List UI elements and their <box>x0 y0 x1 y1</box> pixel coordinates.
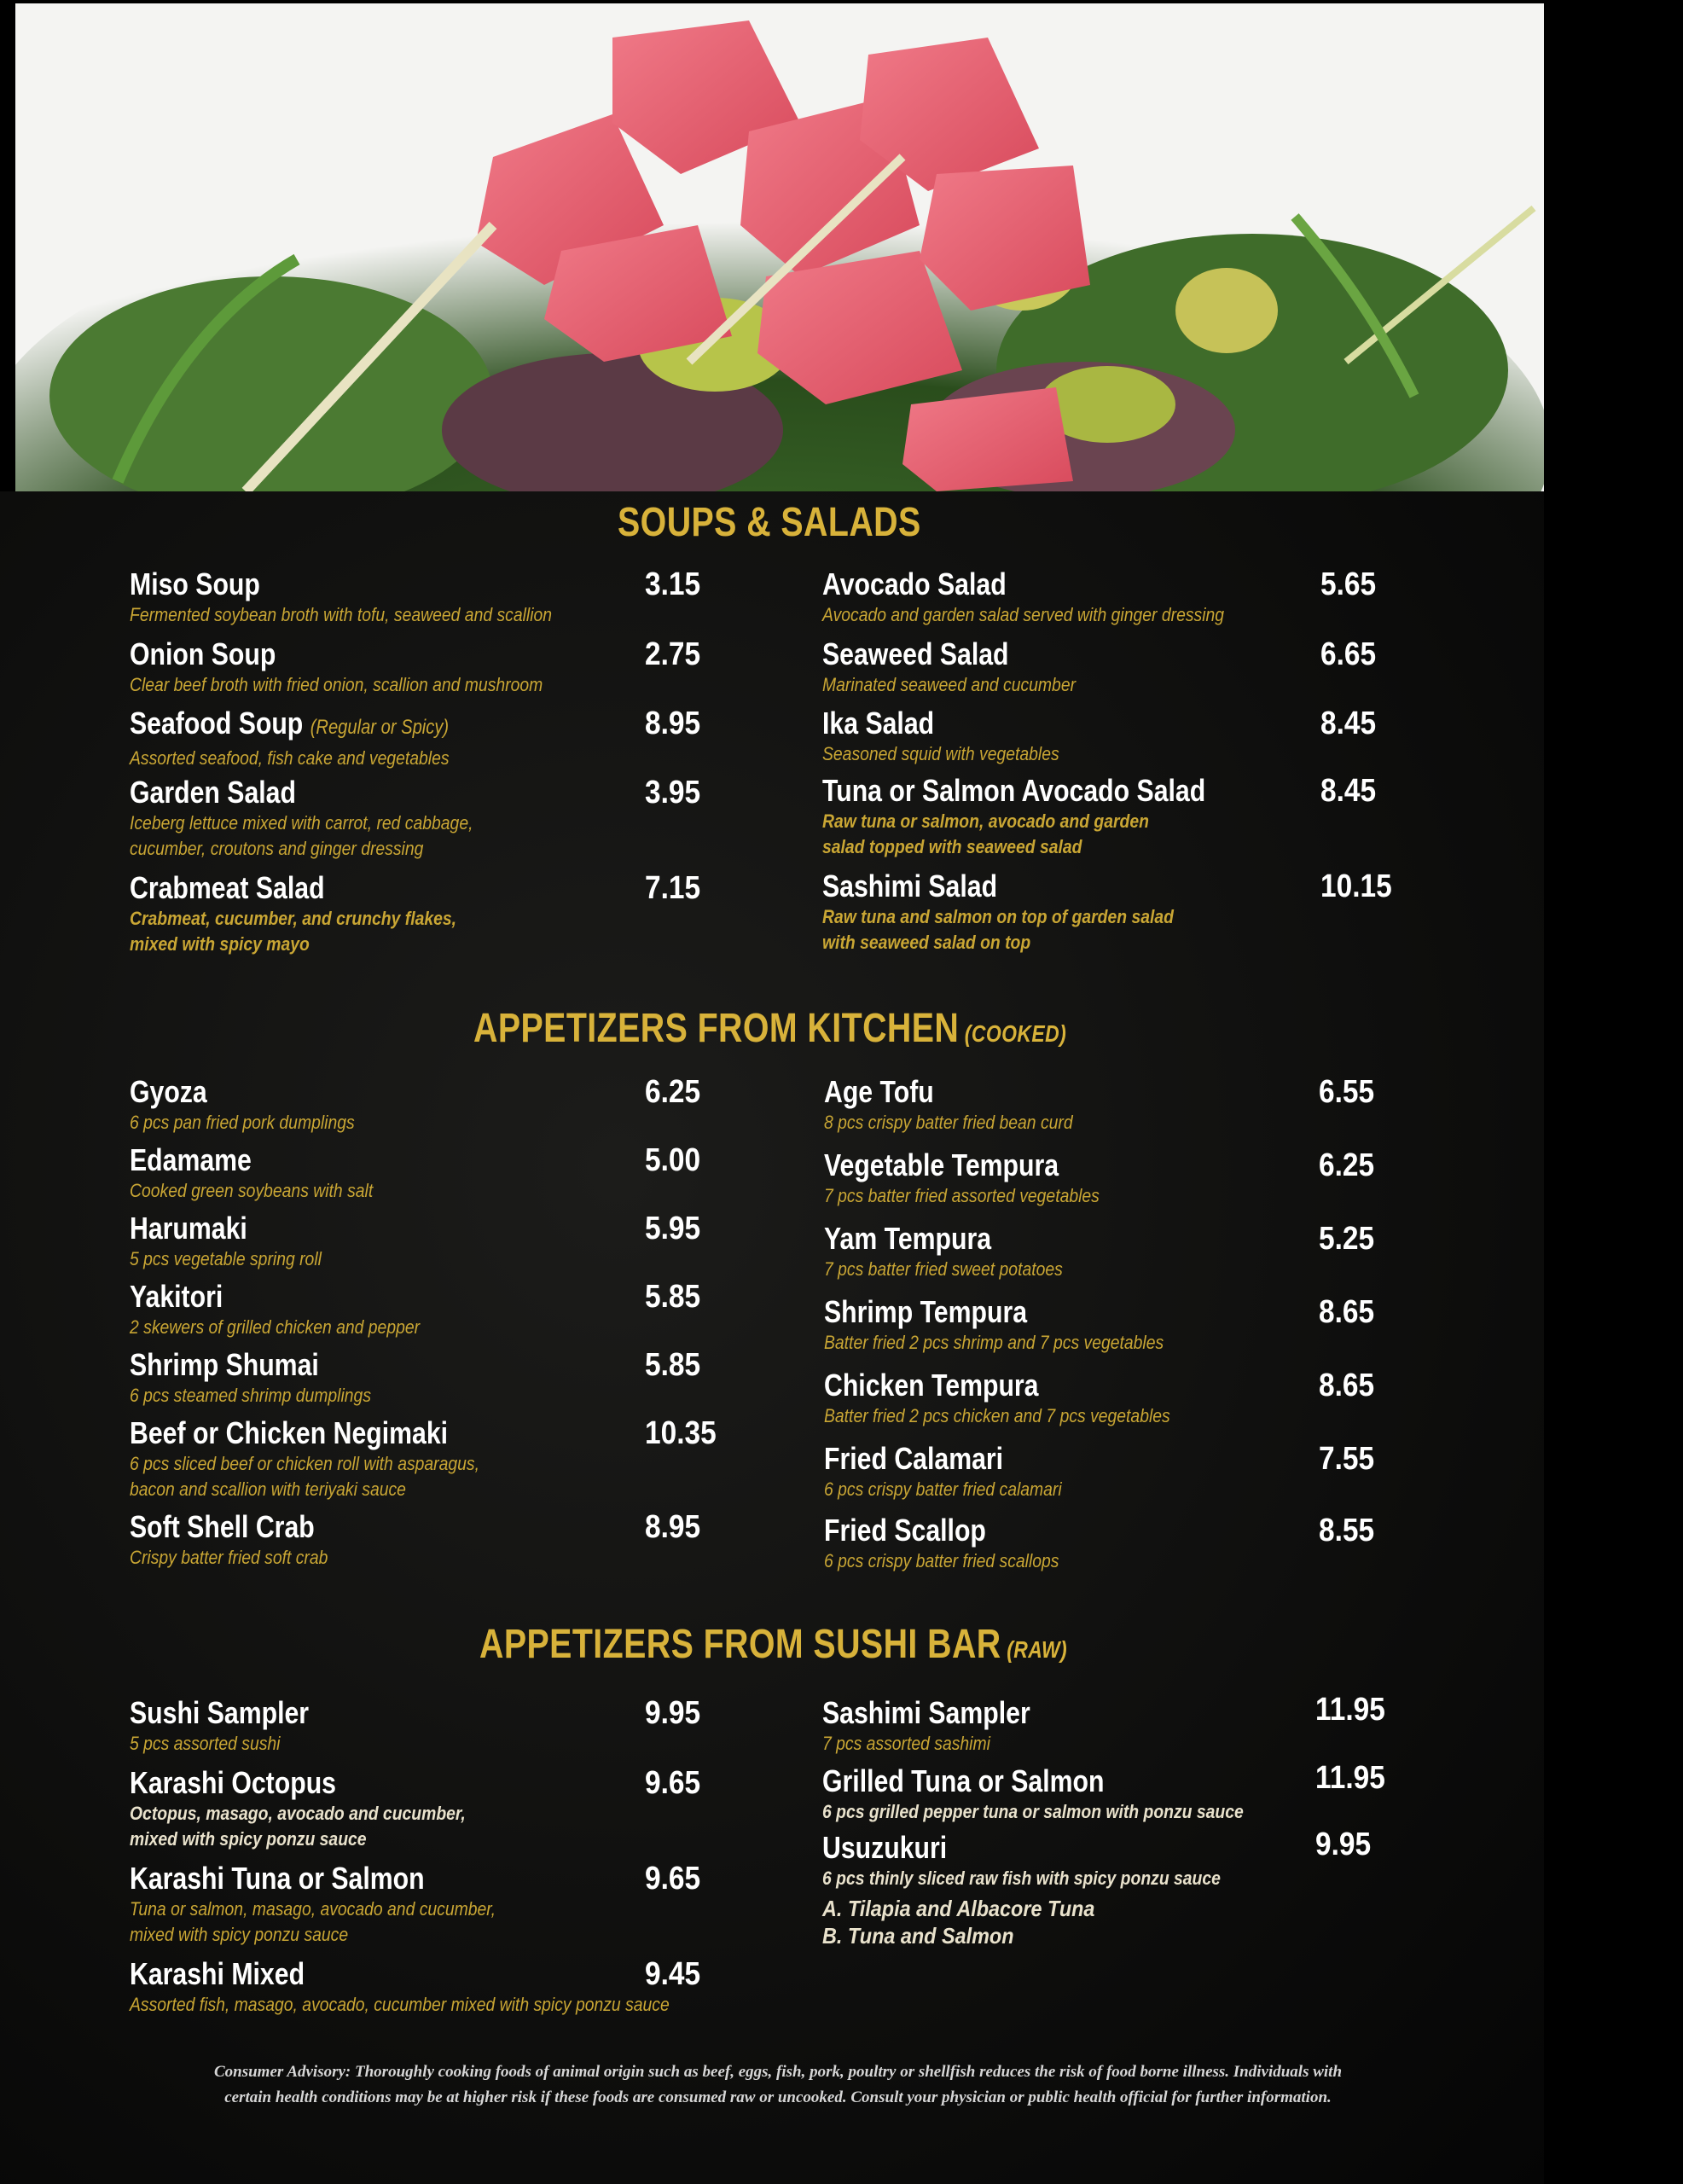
item-description: Raw tuna and salmon on top of garden salad <box>822 906 1174 927</box>
kitchen-left-column <box>130 1074 717 1577</box>
item-price: 2.75 <box>645 636 701 672</box>
menu-item <box>824 1147 1375 1221</box>
item-price: 8.45 <box>1320 773 1377 809</box>
item-price: 8.55 <box>1319 1513 1375 1548</box>
menu-item <box>824 1074 1375 1147</box>
section-title-text: APPETIZERS FROM KITCHEN <box>473 1006 960 1051</box>
item-description: mixed with spicy ponzu sauce <box>130 1828 367 1850</box>
item-description: 6 pcs crispy batter fried scallops <box>824 1550 1059 1571</box>
item-description: 7 pcs batter fried assorted vegetables <box>824 1185 1100 1206</box>
item-description: 5 pcs vegetable spring roll <box>130 1248 322 1269</box>
item-description: Avocado and garden salad served with ginger dressing <box>822 604 1225 625</box>
sushi-bar-right-column <box>822 1692 1385 1949</box>
item-price: 8.95 <box>645 706 701 741</box>
item-description: salad topped with seaweed salad <box>822 836 1082 857</box>
item-description: 8 pcs crispy batter fried bean curd <box>824 1112 1073 1133</box>
item-price: 8.65 <box>1319 1368 1375 1403</box>
item-description: Clear beef broth with fried onion, scallion and mushroom <box>130 674 543 695</box>
item-description: Octopus, masago, avocado and cucumber, <box>130 1803 466 1824</box>
item-description: bacon and scallion with teriyaki sauce <box>130 1478 406 1500</box>
item-description: mixed with spicy mayo <box>130 933 310 955</box>
section-title-text: APPETIZERS FROM SUSHI BAR <box>479 1622 1001 1667</box>
menu-item <box>130 1142 701 1211</box>
item-price: 6.55 <box>1319 1074 1375 1110</box>
advisory-line: Consumer Advisory: Thoroughly cooking foods of animal origin such as beef, eggs, fish, pork, poultry or shellfish reduces the risk of food borne illness. Individuals with <box>213 2063 1343 2081</box>
section-title-sushi-bar <box>479 1621 1067 1668</box>
item-price: 9.95 <box>1315 1827 1372 1862</box>
menu-item <box>824 1368 1375 1441</box>
item-description: Raw tuna or salmon, avocado and garden <box>822 810 1149 832</box>
item-price: 11.95 <box>1315 1760 1385 1796</box>
item-name: Sashimi Sampler <box>822 1695 1030 1730</box>
item-price: 6.65 <box>1320 636 1377 672</box>
item-name: Fried Calamari <box>824 1441 1004 1476</box>
item-name: Garden Salad <box>130 775 296 810</box>
item-name: Karashi Octopus <box>130 1765 336 1800</box>
menu-item <box>822 1692 1385 1763</box>
item-price: 6.25 <box>1319 1147 1375 1183</box>
item-description: Batter fried 2 pcs chicken and 7 pcs vegetables <box>824 1405 1170 1426</box>
item-description: 2 skewers of grilled chicken and pepper <box>130 1316 421 1338</box>
item-name: Onion Soup <box>130 636 276 671</box>
item-price: 9.65 <box>645 1765 701 1801</box>
item-price: 5.85 <box>645 1279 701 1315</box>
item-name: Gyoza <box>130 1074 207 1109</box>
menu-item <box>130 1765 743 1861</box>
item-name: Fried Scallop <box>824 1513 986 1548</box>
item-description: 6 pcs pan fried pork dumplings <box>130 1112 355 1133</box>
item-price: 6.25 <box>645 1074 701 1110</box>
menu-item <box>822 1827 1372 1898</box>
menu-item <box>822 773 1377 868</box>
item-price: 9.65 <box>645 1861 701 1896</box>
section-subtitle: (COOKED) <box>964 1020 1067 1047</box>
menu-item <box>822 566 1377 636</box>
item-name: Crabmeat Salad <box>130 870 325 905</box>
menu-item <box>130 1509 701 1577</box>
item-price: 5.85 <box>645 1347 701 1383</box>
item-price: 9.45 <box>645 1956 701 1992</box>
item-description: Iceberg lettuce mixed with carrot, red cabbage, <box>130 812 473 834</box>
soups-salads-left-column <box>130 566 701 966</box>
section-title-kitchen <box>473 1005 1066 1052</box>
item-description: Fermented soybean broth with tofu, seaweed and scallion <box>130 604 553 625</box>
sushi-bar-left-column <box>130 1695 743 2024</box>
menu-item <box>822 636 1377 706</box>
item-description: mixed with spicy ponzu sauce <box>130 1924 349 1945</box>
item-price: 7.15 <box>645 870 701 906</box>
item-description: 6 pcs grilled pepper tuna or salmon with ponzu sauce <box>822 1801 1244 1822</box>
item-description: cucumber, croutons and ginger dressing <box>130 838 424 859</box>
item-description: Assorted fish, masago, avocado, cucumber mixed with spicy ponzu sauce <box>130 1994 670 2015</box>
item-price: 10.15 <box>1320 868 1392 904</box>
item-description: Crispy batter fried soft crab <box>130 1547 328 1568</box>
item-name: Chicken Tempura <box>824 1368 1039 1403</box>
item-price: 8.45 <box>1320 706 1377 741</box>
item-name: Usuzukuri <box>822 1830 948 1865</box>
item-price: 8.65 <box>1319 1294 1375 1330</box>
item-name: Harumaki <box>130 1211 247 1246</box>
menu-item <box>130 1211 701 1279</box>
item-price: 3.95 <box>645 775 701 810</box>
menu-item <box>824 1294 1375 1368</box>
menu-item <box>822 706 1377 773</box>
item-name: Beef or Chicken Negimaki <box>130 1415 449 1450</box>
item-description: Seasoned squid with vegetables <box>822 743 1059 764</box>
item-price: 5.95 <box>645 1211 701 1246</box>
item-name: Sushi Sampler <box>130 1695 310 1730</box>
item-name: Avocado Salad <box>822 566 1007 601</box>
item-description: Marinated seaweed and cucumber <box>822 674 1077 695</box>
item-name: Tuna or Salmon Avocado Salad <box>822 773 1206 808</box>
item-price: 10.35 <box>645 1415 717 1451</box>
item-description: Cooked green soybeans with salt <box>130 1180 374 1201</box>
item-name: Grilled Tuna or Salmon <box>822 1763 1105 1798</box>
right-margin <box>1544 0 1683 2184</box>
advisory-line: certain health conditions may be at higher risk if these foods are consumed raw or uncooked. Consult your physician or public health official for further information. <box>224 2088 1332 2106</box>
menu-item <box>130 870 701 966</box>
item-price: 9.95 <box>645 1695 701 1731</box>
item-description: Crabmeat, cucumber, and crunchy flakes, <box>130 908 457 929</box>
item-name: Seafood Soup <box>130 706 304 741</box>
item-price: 5.25 <box>1319 1221 1375 1257</box>
item-name-row <box>130 706 533 746</box>
consumer-advisory <box>130 2059 1426 2111</box>
item-description: Batter fried 2 pcs shrimp and 7 pcs vegetables <box>824 1332 1164 1353</box>
item-price: 7.55 <box>1319 1441 1375 1477</box>
item-description: with seaweed salad on top <box>822 932 1031 953</box>
item-description: 5 pcs assorted sushi <box>130 1733 281 1754</box>
menu-item <box>130 1279 701 1347</box>
item-description: 7 pcs assorted sashimi <box>822 1733 990 1754</box>
menu-item <box>130 706 701 775</box>
menu-item <box>822 868 1392 964</box>
item-name: Seaweed Salad <box>822 636 1009 671</box>
item-name: Edamame <box>130 1142 252 1177</box>
item-name: Age Tofu <box>824 1074 934 1109</box>
kitchen-right-column <box>824 1074 1375 1584</box>
tuna-salad-image <box>15 3 1544 491</box>
section-subtitle: (RAW) <box>1007 1636 1068 1663</box>
item-name: Miso Soup <box>130 566 260 601</box>
item-name: Sashimi Salad <box>822 868 998 903</box>
item-name: Vegetable Tempura <box>824 1147 1059 1182</box>
item-description: 6 pcs thinly sliced raw fish with spicy ponzu sauce <box>822 1867 1221 1889</box>
item-price: 8.95 <box>645 1509 701 1545</box>
item-price: 5.00 <box>645 1142 701 1178</box>
item-name: Yam Tempura <box>824 1221 992 1256</box>
menu-item <box>822 1760 1385 1830</box>
menu-item <box>130 1415 717 1509</box>
item-price: 11.95 <box>1315 1692 1385 1728</box>
item-name: Shrimp Shumai <box>130 1347 319 1382</box>
menu-item <box>130 775 701 870</box>
item-description: Assorted seafood, fish cake and vegetables <box>130 747 450 769</box>
menu-item <box>130 636 701 706</box>
section-title-text: SOUPS & SALADS <box>618 500 921 545</box>
menu-item <box>824 1513 1375 1584</box>
item-name: Ika Salad <box>822 706 935 741</box>
item-description: 6 pcs steamed shrimp dumplings <box>130 1385 372 1406</box>
menu-item <box>824 1441 1375 1513</box>
item-name: Yakitori <box>130 1279 223 1314</box>
menu-item <box>130 1956 743 2024</box>
item-description: Tuna or salmon, masago, avocado and cucumber, <box>130 1898 496 1920</box>
section-title-soups-salads <box>618 499 921 546</box>
item-description: 6 pcs sliced beef or chicken roll with asparagus, <box>130 1453 479 1474</box>
menu-item <box>130 566 701 636</box>
item-name: Karashi Tuna or Salmon <box>130 1861 425 1896</box>
menu-item <box>130 1861 743 1956</box>
item-price: 3.15 <box>645 566 701 602</box>
menu-item <box>130 1347 701 1415</box>
item-name: Shrimp Tempura <box>824 1294 1028 1329</box>
item-description: 7 pcs batter fried sweet potatoes <box>824 1258 1063 1280</box>
usuzukuri-option-a: A. Tilapia and Albacore Tuna <box>822 1896 1095 1921</box>
menu-item <box>824 1221 1375 1294</box>
item-name: Soft Shell Crab <box>130 1509 315 1544</box>
menu-item <box>130 1695 743 1765</box>
item-description: 6 pcs crispy batter fried calamari <box>824 1478 1062 1500</box>
usuzukuri-option-b: B. Tuna and Salmon <box>822 1923 1014 1949</box>
hero-food-photo <box>15 3 1544 491</box>
item-price: 5.65 <box>1320 566 1377 602</box>
item-name: Karashi Mixed <box>130 1956 305 1991</box>
soups-salads-right-column <box>822 566 1392 964</box>
item-note: (Regular or Spicy) <box>310 716 450 739</box>
menu-item <box>130 1074 701 1142</box>
